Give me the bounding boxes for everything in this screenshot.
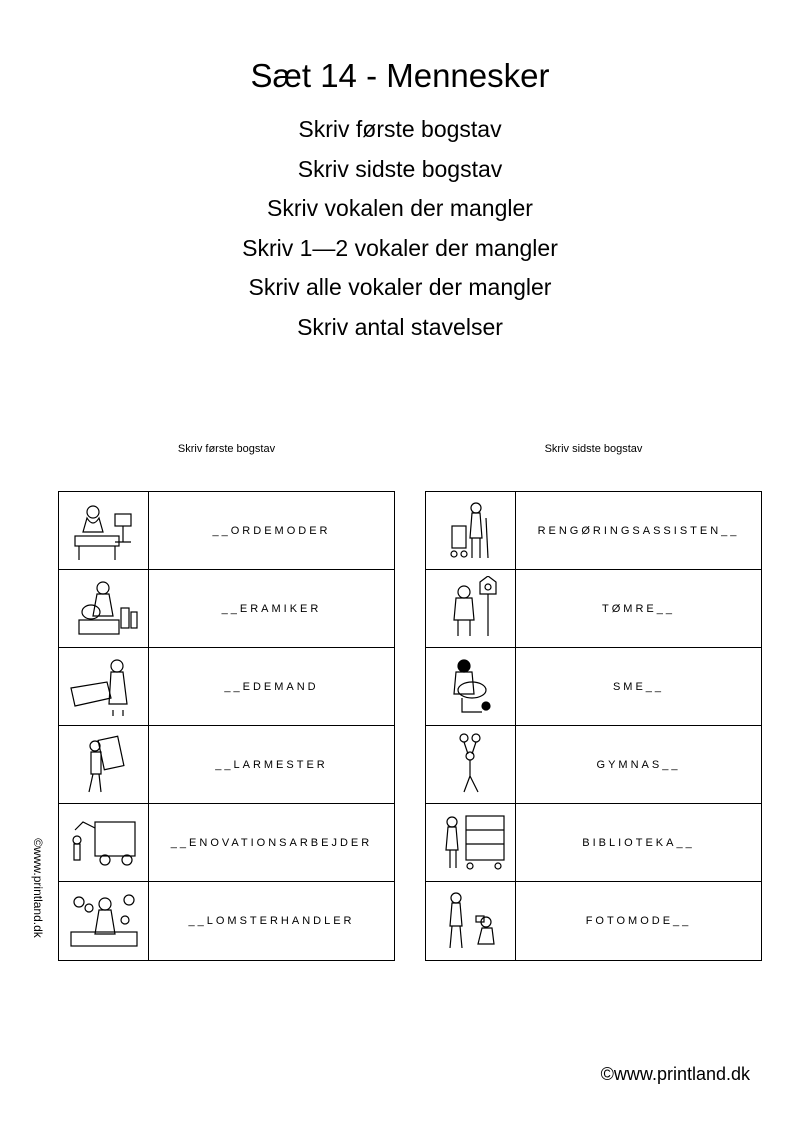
florist-icon [59, 882, 149, 960]
instruction-line: Skriv antal stavelser [297, 313, 503, 340]
instruction-line: Skriv 1—2 vokaler der mangler [242, 234, 558, 261]
undertaker-icon [59, 648, 149, 725]
word-prompt: __LARMESTER [215, 758, 328, 771]
word-row [426, 492, 761, 570]
word-prompt: BIBLIOTEKA__ [582, 836, 695, 849]
right-section-label: Skriv sidste bogstav [544, 443, 643, 455]
word-row [59, 882, 394, 960]
word-row [59, 492, 394, 570]
word-prompt: FOTOMODE__ [585, 915, 692, 927]
word-prompt: RENGØRINGSASSISTEN__ [537, 524, 740, 537]
midwife-icon [59, 492, 149, 569]
word-row [426, 726, 761, 804]
worksheet-title: Sæt 14 - Mennesker [250, 57, 550, 94]
word-row [426, 804, 761, 882]
side-credit: ©www.printland.dk [31, 838, 45, 938]
instruction-line: Skriv første bogstav [298, 116, 502, 142]
word-row [426, 648, 761, 726]
word-prompt: __LOMSTERHANDLER [188, 915, 355, 927]
carpenter-icon [426, 570, 516, 647]
gymnast-icon [426, 726, 516, 803]
photo-model-icon [426, 882, 516, 960]
word-row [426, 882, 761, 960]
word-row [59, 804, 394, 882]
garbage-worker-icon [59, 804, 149, 881]
word-prompt: __ORDEMODER [212, 524, 331, 537]
word-prompt: __ENOVATIONSARBEJDER [170, 836, 373, 849]
word-prompt: GYMNAS__ [596, 758, 681, 771]
word-row [59, 648, 394, 726]
word-prompt: __ERAMIKER [221, 602, 322, 615]
instruction-line: Skriv alle vokaler der mangler [248, 274, 552, 300]
cleaner-icon [426, 492, 516, 569]
word-row [59, 726, 394, 804]
left-word-table [58, 491, 395, 961]
left-section-label: Skriv første bogstav [177, 443, 276, 455]
instruction-line: Skriv vokalen der mangler [267, 195, 533, 221]
word-prompt: TØMRE__ [602, 602, 675, 615]
word-prompt: SME__ [612, 680, 665, 693]
blacksmith-icon [426, 648, 516, 725]
instruction-line: Skriv sidste bogstav [297, 155, 503, 182]
right-word-table [425, 491, 762, 961]
instruction-list [0, 110, 800, 347]
word-row [59, 570, 394, 648]
footer-credit: ©www.printland.dk [600, 1064, 750, 1084]
word-prompt: __EDEMAND [224, 680, 319, 693]
word-row [426, 570, 761, 648]
librarian-icon [426, 804, 516, 881]
painter-icon [59, 726, 149, 803]
potter-icon [59, 570, 149, 647]
